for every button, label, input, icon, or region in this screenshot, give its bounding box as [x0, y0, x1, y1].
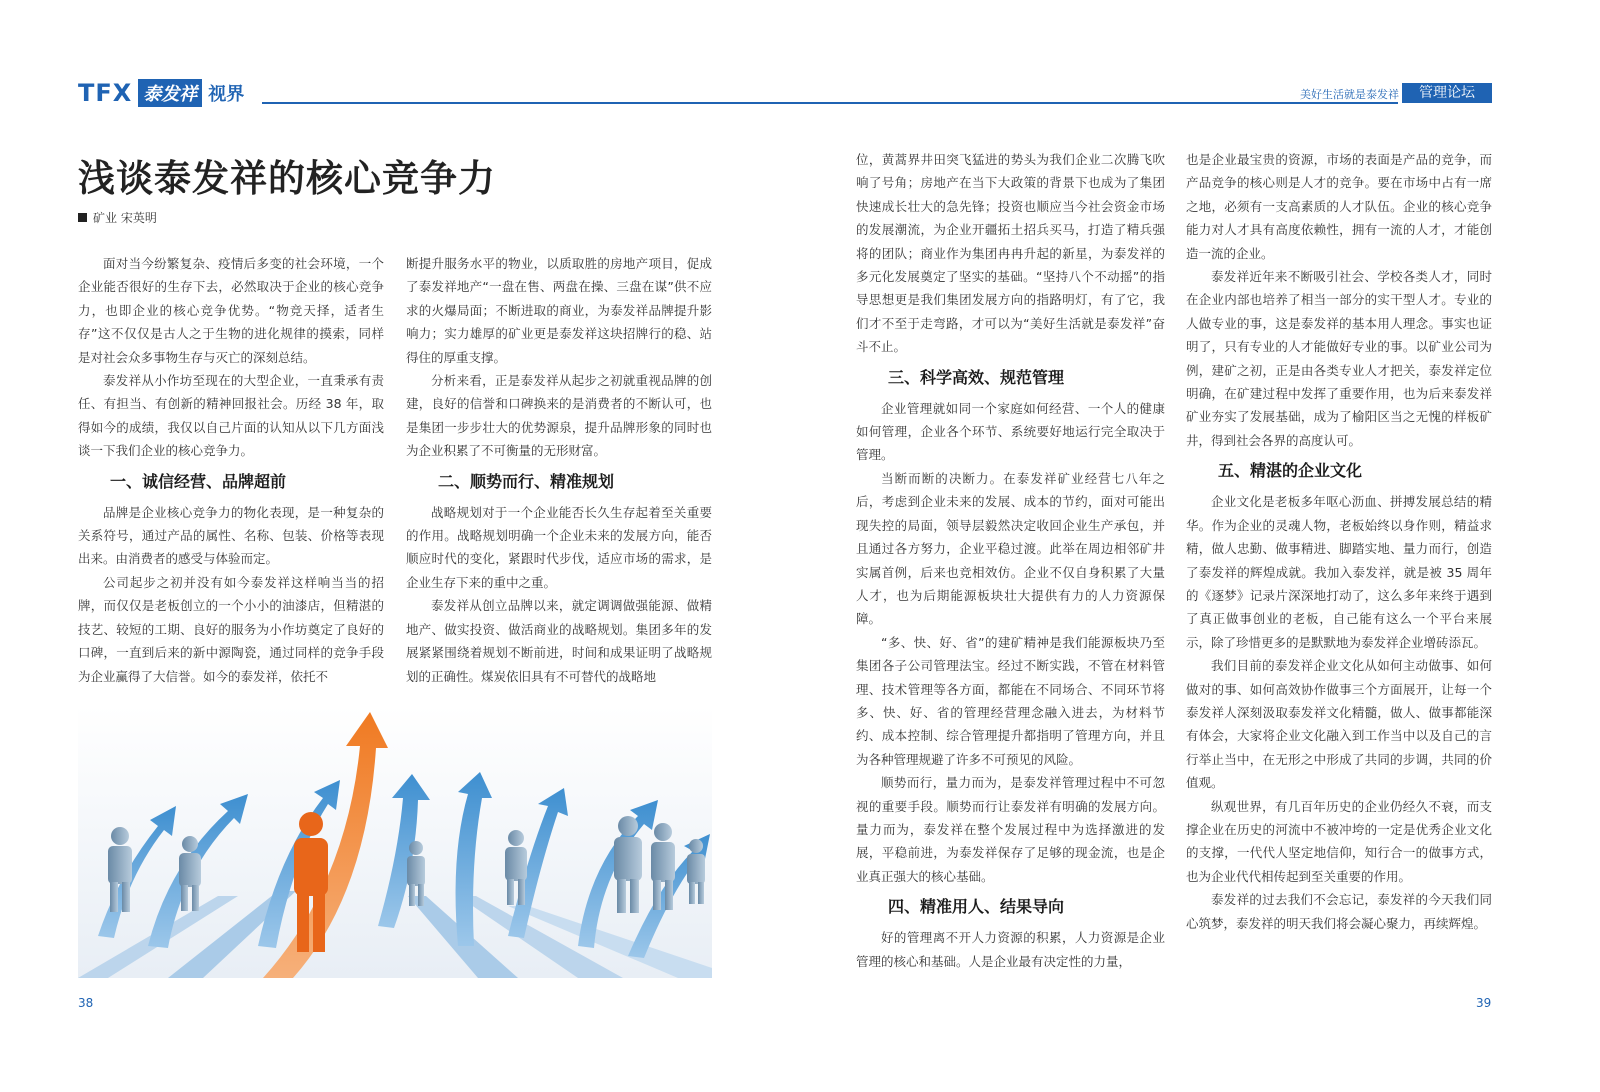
paragraph: 企业文化是老板多年呕心沥血、拼搏发展总结的精华。作为企业的灵魂人物，老板始终以身作则，精益求精，做人忠勤、做事精进、脚踏实地、量力而行，创造了泰发祥的辉煌成就。我加入泰发祥，就是被 35 周年的《逐梦》记录片深深地打动了，这么多年来终于遇到了真正做事创业的老板，自己能有这么一个平台来展示，除了珍惜更多的是默默地为泰发祥企业增砖添瓦。: [1186, 494, 1492, 650]
paragraph: 泰发祥的过去我们不会忘记，泰发祥的今天我们同心筑梦，泰发祥的明天我们将会凝心聚力，再续辉煌。: [1186, 892, 1492, 931]
byline: [78, 209, 157, 226]
logo-suffix: 视界: [208, 84, 245, 105]
column-4: [1186, 148, 1492, 935]
paragraph: 泰发祥从小作坊至现在的大型企业，一直秉承有责任、有担当、有创新的精神回报社会。历经 38 年，取得如今的成绩，我仅以自己片面的认知从以下几方面浅谈一下我们企业的核心竞争力。: [78, 373, 384, 459]
paragraph: 顺势而行，量力而为，是泰发祥管理过程中不可忽视的重要手段。顺势而行让泰发祥有明确的发展方向。量力而为，泰发祥在整个发展过程中为选择激进的发展，平稳前进，为泰发祥保存了足够的现金流，也是企业真正强大的核心基础。: [856, 775, 1165, 884]
paragraph: 分析来看，正是泰发祥从起步之初就重视品牌的创建，良好的信誉和口碑换来的是消费者的不断认可，也是集团一步步壮大的优势源泉，提升品牌形象的同时也为企业积累了不可衡量的无形财富。: [406, 373, 712, 459]
header-rule: [262, 102, 1398, 104]
magazine-logo: [78, 80, 244, 106]
paragraph: 纵观世界，有几百年历史的企业仍经久不衰，而支撑企业在历史的河流中不被冲垮的一定是优秀企业文化的支撑，一代代人坚定地信仰，知行合一的做事方式，也为企业代代相传起到至关重要的作用。: [1186, 798, 1492, 884]
column-3: [856, 148, 1165, 973]
article-title: 浅谈泰发祥的核心竞争力: [78, 157, 496, 200]
paragraph: 企业管理就如同一个家庭如何经营、一个人的健康如何管理，企业各个环节、系统要好地运行完全取决于管理。: [856, 400, 1165, 463]
paragraph: 断提升服务水平的物业，以质取胜的房地产项目，促成了泰发祥地产“一盘在售、两盘在操、三盘在谋”供不应求的火爆局面；不断进取的商业，为泰发祥品牌提升影响力；实力雄厚的矿业更是泰发祥这块招牌行的稳、站得住的厚重支撑。: [406, 256, 712, 365]
byline-square-icon: [78, 213, 87, 222]
paragraph: 位，黄蒿界井田突飞猛进的势头为我们企业二次腾飞吹响了号角；房地产在当下大政策的背景下也成为了集团快速成长壮大的急先锋；投资也顺应当今社会资金市场的发展潮流，为企业开疆拓土招兵买马，打造了精兵强将的团队；商业作为集团冉冉升起的新星，为泰发祥的多元化发展奠定了坚实的基础。“坚持八个不动摇”的指导思想更是我们集团发展方向的指路明灯，有了它，我们才不至于走弯路，才可以为“美好生活就是泰发祥”奋斗不止。: [856, 152, 1165, 355]
paragraph: 也是企业最宝贵的资源，市场的表面是产品的竞争，而产品竞争的核心则是人才的竞争。要在市场中占有一席之地，必须有一支高素质的人才队伍。企业的核心竞争能力对人才具有高度依赖性，拥有一流的人才，才能创造一流的企业。: [1186, 152, 1492, 261]
byline-text: 矿业 宋英明: [93, 211, 157, 225]
column-2: [406, 252, 712, 688]
logo-brand: 泰发祥: [138, 79, 202, 107]
paragraph: “多、快、好、省”的建矿精神是我们能源板块乃至集团各子公司管理法宝。经过不断实践，不管在材料管理、技术管理等各方面，都能在不同场合、不同环节将多、快、好、省的管理经营理念融入进去，为材料节约、成本控制、综合管理提升都指明了管理方向，并且为各种管理规避了许多不可预见的风险。: [856, 634, 1165, 767]
section-heading-2: 二、顺势而行、精准规划: [438, 471, 615, 491]
paragraph: 面对当今纷繁复杂、疫情后多变的社会环境，一个企业能否很好的生存下去，必然取决于企业的核心竞争力，也即企业的核心竞争优势。“物竞天择，适者生存”这不仅仅是古人之于生物的进化规律的摸索，同样是对社会众多事物生存与灭亡的深刻总结。: [78, 256, 384, 365]
paragraph: 战略规划对于一个企业能否长久生存起着至关重要的作用。战略规划明确一个企业未来的发展方向，能否顺应时代的变化，紧跟时代步伐，适应市场的需求，是企业生存下来的重中之重。: [406, 504, 712, 590]
column-1: [78, 252, 384, 688]
growth-arrows-illustration: [78, 706, 712, 978]
page-number-right: 39: [1476, 996, 1492, 1010]
paragraph: 品牌是企业核心竞争力的物化表现，是一种复杂的关系符号，通过产品的属性、名称、包装、价格等表现出来。由消费者的感受与体验而定。: [78, 504, 384, 567]
section-heading-4: 四、精准用人、结果导向: [888, 897, 1065, 917]
section-tag: 管理论坛: [1402, 83, 1492, 103]
paragraph: 泰发祥从创立品牌以来，就定调调做强能源、做精地产、做实投资、做活商业的战略规划。集团多年的发展紧紧围绕着规划不断前进，时间和成果证明了战略规划的正确性。煤炭依旧具有不可替代的战略地: [406, 598, 712, 684]
slogan: 美好生活就是泰发祥: [1300, 88, 1399, 101]
paragraph: 好的管理离不开人力资源的积累，人力资源是企业管理的核心和基础。人是企业最有决定性的力量，: [856, 930, 1165, 969]
arrows-people-icon: [78, 706, 712, 978]
page-number-left: 38: [78, 996, 94, 1010]
paragraph: 当断而断的决断力。在泰发祥矿业经营七八年之后，考虑到企业未来的发展、成本的节约，面对可能出现失控的局面，领导层毅然决定收回企业生产承包，并且通过各方努力，企业平稳过渡。此举在周边相邻矿井实属首例，后来也竞相效仿。企业不仅自身积累了大量人才，也为后期能源板块壮大提供有力的人力资源保障。: [856, 470, 1165, 627]
section-heading-1: 一、诚信经营、品牌超前: [110, 471, 287, 491]
paragraph: 我们目前的泰发祥企业文化从如何主动做事、如何做对的事、如何高效协作做事三个方面展开，让每一个泰发祥人深刻汲取泰发祥文化精髓，做人、做事都能深有体会，大家将企业文化融入到工作当中以及自己的言行举止当中，在无形之中形成了共同的步调，共同的价值观。: [1186, 658, 1492, 791]
logo-tfx: TFX: [78, 79, 133, 107]
section-heading-3: 三、科学高效、规范管理: [888, 367, 1065, 387]
paragraph: 泰发祥近年来不断吸引社会、学校各类人才，同时在企业内部也培养了相当一部分的实干型人才。专业的人做专业的事，这是泰发祥的基本用人理念。事实也证明了，只有专业的人才能做好专业的事。以矿业公司为例，建矿之初，正是由各类专业人才把关，泰发祥定位明确，在矿建过程中发挥了重要作用，也为后来泰发祥矿业夯实了发展基础，成为了榆阳区当之无愧的样板矿井，得到社会各界的高度认可。: [1186, 269, 1492, 448]
section-heading-5: 五、精湛的企业文化: [1218, 461, 1363, 481]
paragraph: 公司起步之初并没有如今泰发祥这样响当当的招牌，而仅仅是老板创立的一个小小的油漆店，但精湛的技艺、较短的工期、良好的服务为小作坊奠定了良好的口碑，一直到后来的新中源陶瓷，通过同样的竞争手段为企业赢得了大信誉。如今的泰发祥，依托不: [78, 574, 384, 684]
